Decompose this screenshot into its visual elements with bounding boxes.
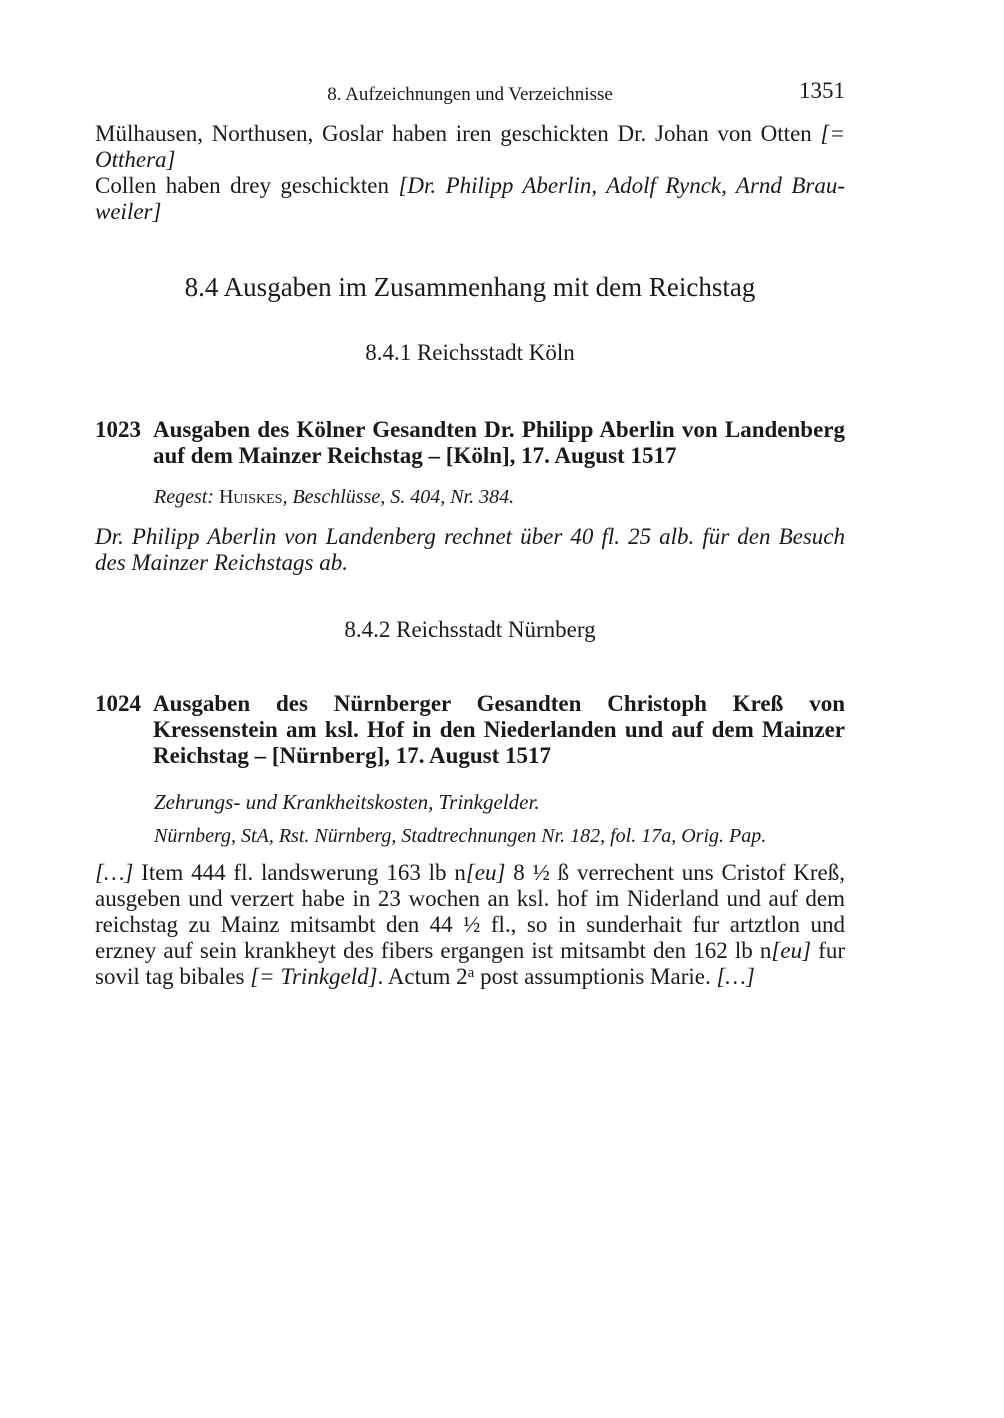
entry-heading-1023: [95, 417, 845, 469]
line-text: Mülhausen, Northusen, Goslar haben iren geschickten Dr. Johan von Otten: [95, 121, 812, 146]
regest-reference: , Beschlüsse, S. 404, Nr. 384.: [282, 486, 515, 508]
editorial-note: [Dr. Philipp Aberlin, Adolf Rynck, Arnd Brau-weiler]: [95, 173, 846, 224]
line-text: Collen haben drey geschickten: [95, 173, 389, 198]
source-reference: Nürnberg, StA, Rst. Nürnberg, Stadtrechnungen Nr. 182, fol. 17a, Orig. Pap.: [154, 825, 767, 847]
editorial-insert: [eu]: [465, 860, 506, 885]
continuation-paragraph: [95, 121, 845, 225]
gloss: [= Trinkgeld]: [250, 964, 378, 989]
entry-description: Zehrungs- und Krankheitskosten, Trinkgelder.: [154, 790, 540, 814]
running-head: [95, 80, 845, 110]
subsection-heading-koeln: 8.4.1 Reichsstadt Köln: [365, 340, 575, 365]
entry-title: Ausgaben des Kölner Gesandten Dr. Philipp Aberlin von Landenberg auf dem Mainzer Reichstag – [Köln], 17. August 1517: [153, 417, 845, 468]
running-title: 8. Aufzeichnungen und Verzeichnisse: [327, 84, 613, 105]
ellipsis: […]: [716, 964, 755, 989]
subsection-heading-nuernberg: 8.4.2 Reichsstadt Nürnberg: [344, 617, 596, 642]
regest-label: Regest:: [154, 486, 214, 508]
regest-author: Huiskes: [218, 486, 283, 508]
entry-heading-1024: [95, 691, 845, 769]
entry-summary-1023: Dr. Philipp Aberlin von Landenberg rechnet über 40 fl. 25 alb. für den Besuch des Mainzer Reichstags ab.: [95, 524, 845, 575]
text-part: . Actum 2: [377, 964, 468, 989]
entry-text-1024: [95, 860, 845, 990]
superscript: a: [467, 965, 475, 981]
ellipsis: […]: [95, 860, 134, 885]
text-part: Item 444 fl. landswerung 163 lb n: [133, 860, 466, 885]
entry-number: 1024: [95, 691, 141, 716]
page-number: 1351: [799, 78, 845, 103]
text-part: fur sovil tag bibales: [95, 938, 845, 989]
entry-title: Ausgaben des Nürnberger Gesandten Christoph Kreß von Kressenstein am ksl. Hof in den Niederlanden und auf dem Mainzer Reichstag – [Nürnberg], 17. August 1517: [153, 691, 845, 768]
regest-line: [154, 486, 844, 509]
text-part: post assumptionis Marie.: [474, 964, 717, 989]
entry-number: 1023: [95, 417, 141, 442]
editorial-note: [= Otthera]: [95, 121, 846, 172]
editorial-insert: [eu]: [771, 938, 812, 963]
section-heading: 8.4 Ausgaben im Zusammenhang mit dem Reichstag: [184, 272, 756, 302]
text-part: 8 ½ ß verrechent uns Cristof Kreß, ausgeben und verzert habe in 23 wochen an ksl. hof im Niderland und auf dem reichstag zu Mainz mitsambt den 44 ½ fl., so in sunderhait fur artztlon und erzney auf sein krankheyt des fibers ergangen ist mitsambt den 162 lb n: [95, 860, 845, 963]
